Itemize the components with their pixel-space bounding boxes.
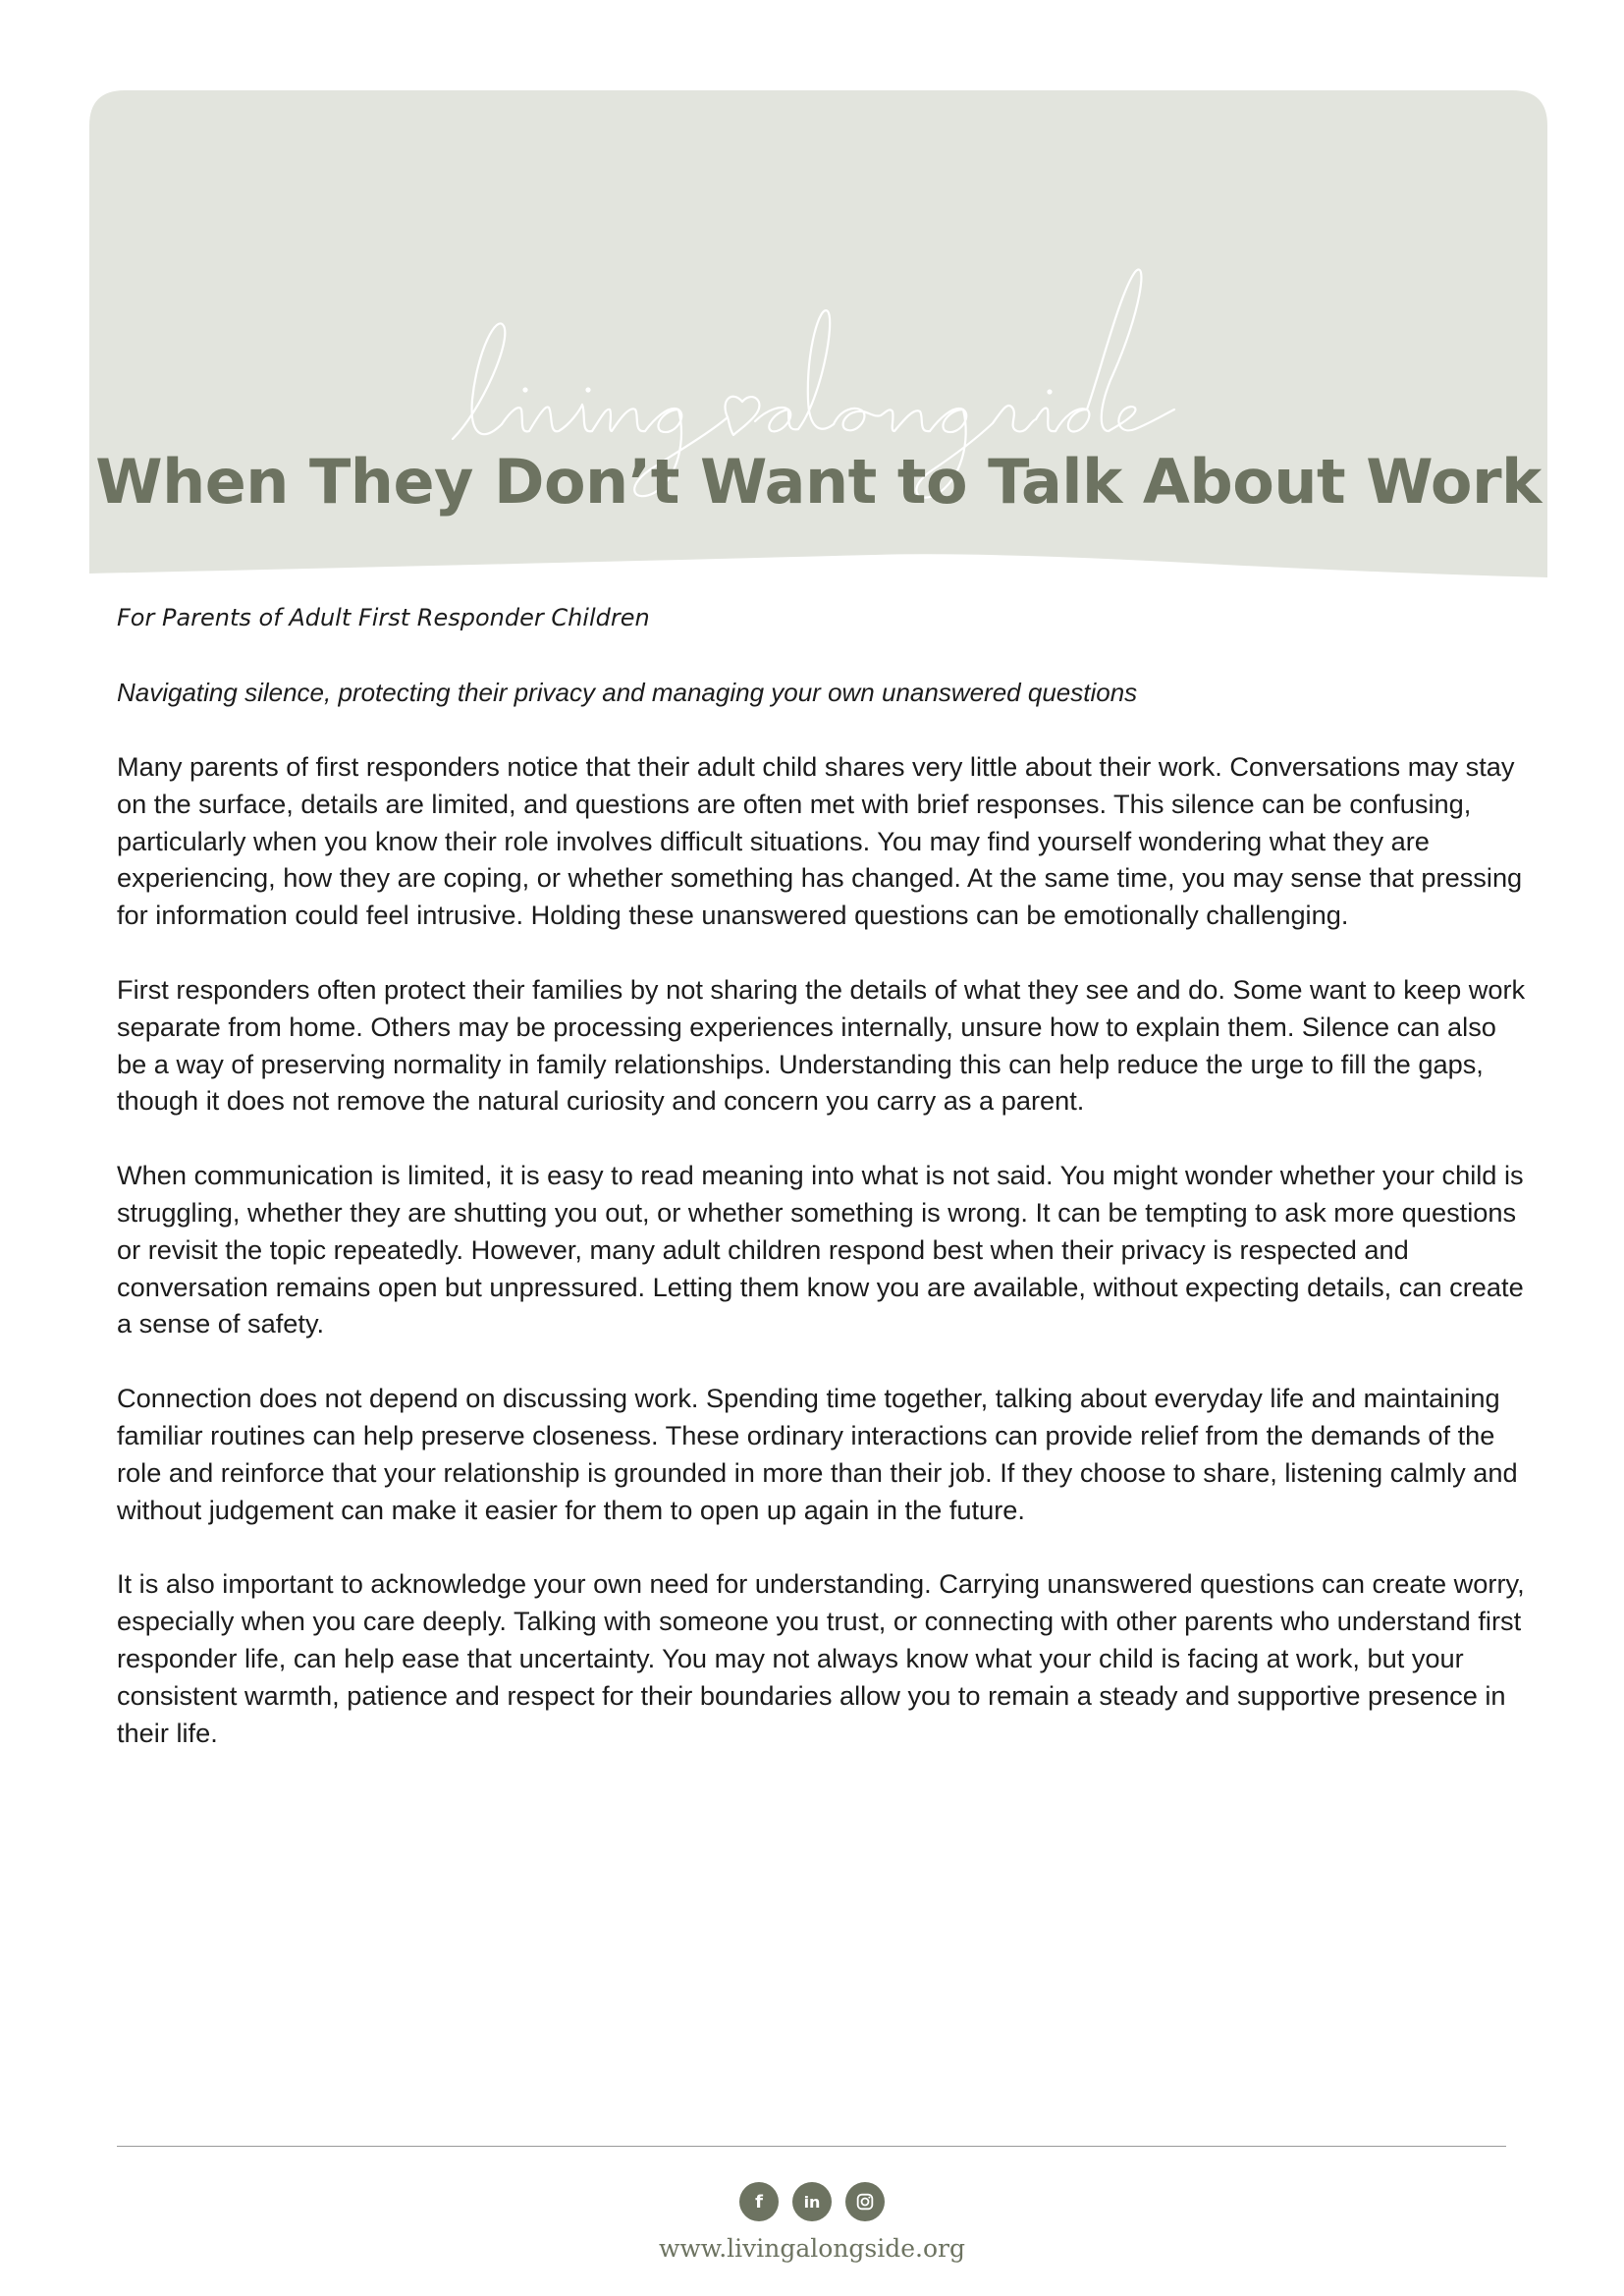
article-body: [117, 599, 1531, 1751]
topic-subtitle: Navigating silence, protecting their privacy and managing your own unanswered questions: [117, 678, 1138, 707]
facebook-label: f: [755, 2191, 763, 2213]
paragraph: First responders often protect their families by not sharing the details of what they see and do. Some want to keep work separate from home. Others may be processing experiences internally, unsure how to explain them. Silence can also be a way of preserving normality in family relationships. Understanding this can help reduce the urge to fill the gaps, though it does not remove the natural curiosity and concern you carry as a parent.: [117, 973, 1526, 1117]
header-banner: [89, 90, 1547, 581]
website-link[interactable]: www.livingalongside.org: [658, 2234, 966, 2263]
facebook-icon[interactable]: [739, 2182, 779, 2221]
social-links: [0, 2182, 1624, 2221]
paragraph: Many parents of first responders notice that their adult child shares very little about their work. Conversations may stay on the surface, details are limited, and questions are often met with brief responses. This silence can be confusing, particularly when you know their role involves difficult situations. You may find yourself wondering what they are experiencing, how they are coping, or whether something has changed. At the same time, you may sense that pressing for information could feel intrusive. Holding these unanswered questions can be emotionally challenging.: [117, 751, 1523, 931]
paragraph: When communication is limited, it is easy to read meaning into what is not said. You might wonder whether your child is struggling, whether they are shutting you out, or whether something is wrong. It can be tempting to ask more questions or revisit the topic repeatedly. However, many adult children respond best when their privacy is respected and conversation remains open but unpressured. Letting them know you are available, without expecting details, can create a sense of safety.: [117, 1160, 1524, 1339]
audience-subtitle: For Parents of Adult First Responder Children: [117, 604, 650, 631]
page-title: When They Don’t Want to Talk About Work: [95, 446, 1542, 518]
linkedin-icon[interactable]: [792, 2182, 832, 2221]
paragraph: It is also important to acknowledge your own need for understanding. Carrying unanswered questions can create worry, especially when you care deeply. Talking with someone you trust, or connecting with other parents who understand first responder life, can help ease that uncertainty. You may not always know what your child is facing at work, but your consistent warmth, patience and respect for their boundaries allow you to remain a steady and supportive presence in their life.: [117, 1568, 1525, 1748]
paragraph: Connection does not depend on discussing work. Spending time together, talking about everyday life and maintaining familiar routines can help preserve closeness. These ordinary interactions can provide relief from the demands of the role and reinforce that your relationship is grounded in more than their job. If they choose to share, listening calmly and without judgement can make it easier for them to open up again in the future.: [117, 1383, 1518, 1525]
instagram-glyph: [854, 2191, 876, 2213]
footer-divider: [117, 2146, 1506, 2147]
instagram-icon[interactable]: [845, 2182, 885, 2221]
linkedin-label: in: [803, 2192, 821, 2212]
